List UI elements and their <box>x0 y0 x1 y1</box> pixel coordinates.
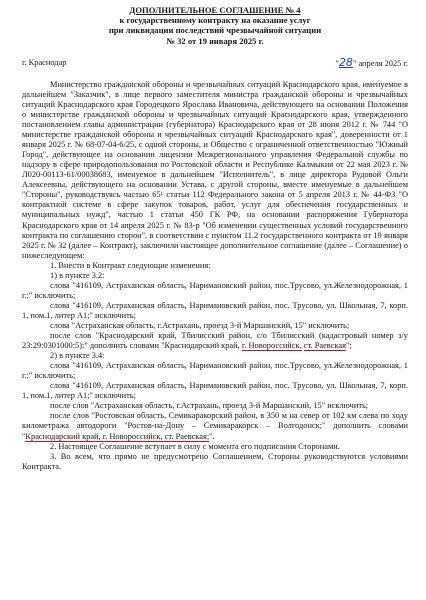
document-date: "28" апреля 2025 г. <box>335 55 408 69</box>
document-title: ДОПОЛНИТЕЛЬНОЕ СОГЛАШЕНИЕ № 4 <box>129 5 301 15</box>
title-line-3: при ликвидации последствий чрезвычайной ситуации <box>108 25 322 36</box>
clause-3-4-change-2: слова "416109, Астраханская область, Наримановский район, пос. Трусово, ул. Школьная, 7, корп. 1, пом.1, литер А1;" исключить; <box>22 381 408 401</box>
clause-3-2-change-4: после слов "Краснодарский край, Тбилисский район, с/о Тбилисский (кадастровый номер з/у 23:29:0301000:5);" дополнить словами "Краснодарский край, г. Новороссийск, ст. Раевская"; <box>22 331 408 351</box>
place: г. Краснодар <box>22 57 67 67</box>
underlined-address: Краснодарский край, г. Новороссийск, ст. Раевская; <box>25 431 210 441</box>
document-title-block <box>22 5 408 46</box>
clause-3-2-change-1: слова "416109, Астраханская область, Наримановский район, пос.Трусово, ул.Железнодорожная, 1 г.;" исключить; <box>22 280 408 300</box>
clause-3-2-heading: 1) в пункте 3.2: <box>50 270 105 280</box>
preamble: Министерство гражданской обороны и чрезвычайных ситуаций Краснодарского края, именуемое в дальнейшем "Заказчик", в лице первого заместителя министра гражданской обороны и чрезвычайных ситуаций Краснодарского края Городецкого Ярослава Ивановича, действующего на основании Положения о министерстве гражданской обороны и чрезвычайных ситуаций Краснодарского края, утвержденного постановлением главы администрации (губернатора) Краснодарского края от 28 июня 2012 г. № 744 "О министерстве гражданской обороны и чрезвычайных ситуаций Краснодарского края", доверенности от 1 января 2025 г. № 68-07-04-6/25, с одной стороны, и Общество с ограниченной ответственностью "Южный Город", действующее на основании лицензии Межрегионального управления Федеральной службы по надзору в сфере природопользования по Ростовской области и Республике Калмыкия от 22 мая 2023 г. № Л020-00113-61/00038683, именуемое в дальнейшем "Исполнитель", в лице директора Рудовой Ольги Алексеевны, действующего на основании Устава, с другой стороны, вместе именуемые в дальнейшем "Стороны", руководствуясь частью 65¹ статьи 112 Федерального закона от 5 апреля 2013 г. № 44-ФЗ "О контрактной системе в сфере закупок товаров, работ, услуг для обеспечения государственных и муниципальных нужд", частью 1 статьи 450 ГК РФ, на основании распоряжения Губернатора Краснодарского края от 14 апреля 2025 г. № 83-р "Об изменении существенных условий государственного контракта по соглашению сторон", в соответствии с пунктом 11.2 государственного контракта от 19 января 2025 г. № 32 (далее – Контракт), заключили настоящее дополнительное соглашение (далее – Соглашение) о нижеследующем: <box>22 79 408 260</box>
clause-3-4-change-1: слова "416109, Астраханская область, Наримановский район, пос.Трусово, ул.Железнодорожная, 1 г.;" исключить; <box>22 361 408 381</box>
clause-3-4-change-3: после слов "Астраханская область, г.Астрахань, проезд 3-й Маршанский, 15" исключить; <box>50 401 369 411</box>
clause-3-4-heading: 2) в пункте 3.4: <box>50 351 105 361</box>
title-line-4: № 32 от 19 января 2025 г. <box>166 35 264 46</box>
underlined-station: ст. Раевская <box>303 341 346 351</box>
underlined-city: г. Новороссийск, <box>241 341 302 351</box>
item-1: 1. Внести в Контракт следующие изменения: <box>50 260 211 270</box>
clause-3-2-change-3: слова "Астраханская область, г.Астрахань, проезд 3-й Маршанский, 15" исключить; <box>50 320 350 330</box>
title-line-2: к государственному контракту на оказание услуг <box>119 15 311 26</box>
item-3: 3. Во всем, что прямо не предусмотрено Соглашением, Стороны руководствуются условиями Контракта. <box>22 451 408 471</box>
handwritten-day: 28 <box>338 55 353 69</box>
place-date-line <box>22 55 408 69</box>
clause-3-2-change-2: слова "416109, Астраханская область, Наримановский район, пос. Трусово, ул. Школьная, 7, корп. 1, пом.1, литер А1;" исключить; <box>22 300 408 320</box>
item-2: 2. Настоящее Соглашение вступает в силу с момента его подписания Сторонами. <box>50 441 340 451</box>
clause-3-4-change-4: после слов "Ростовская область, Семикаракорский район, в 350 м на север от 102 км слева по ходу километража автодороги "Ростов-на-Дону – Семикаракорск – Волгодонск;" дополнить словами "Краснодарский край, г. Новороссийск, ст. Раевская;". <box>22 411 408 441</box>
